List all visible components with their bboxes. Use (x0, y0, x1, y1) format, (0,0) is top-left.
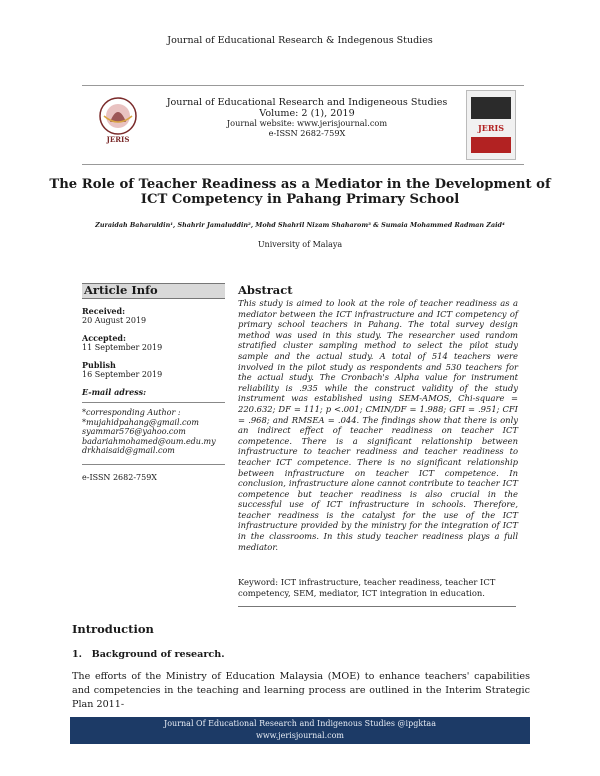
email-link[interactable]: *mujahidpahang@gmail.com (82, 417, 199, 427)
publish-date: 16 September 2019 (82, 370, 163, 379)
section-heading: 1. Background of research. (72, 649, 225, 660)
running-head: Journal of Educational Research & Indegenous Studies (167, 35, 433, 46)
article-info-panel (82, 283, 225, 482)
journal-volume: Volume: 2 (1), 2019 (259, 107, 355, 119)
email-link[interactable]: syammar576@yahoo.com (82, 427, 186, 436)
corresponding-author: *corresponding Author : (82, 408, 181, 417)
journal-cover-image (466, 90, 516, 160)
journal-name: Journal of Educational Research and Indigeneous Studies (166, 97, 448, 108)
publish-label: Publish (82, 359, 116, 370)
journal-logo-label: JERIS (106, 135, 130, 144)
introduction-heading: Introduction (72, 622, 154, 636)
abstract-text: This study is aimed to look at the role of teacher readiness as a mediator between the ICT infrastructure and ICT competency of primary school teachers in Pahang. The total survey design method was used in this study. The researcher used random stratified cluster sampling method to select the pilot study sample and the actual study. A total of 514 teachers were involved in the pilot study as respondents and 530 teachers for the actual study. The Cronbach's Alpha value for instrument reliability is .935 while the construct validity of the study instrument was established using SEM-AMOS, Chi-square = 220.632; DF = 111; p <.001; CMIN/DF = 1.988; GFI = .951; CFI = .968; and RMSEA = .044. The findings show that there is only an indirect effect of teacher readiness on teacher ICT competence. There is a significant relationship between infrastructure to teacher readiness and teacher readiness to teacher ICT competence. There is no significant relationship between infrastructure on teacher ICT competence. In conclusion, infrastructure alone cannot contribute to teacher ICT competence but teacher readiness is also crucial in the successful use of ICT infrastructure in schools. Therefore, teacher readiness is the catalyst for the use of the ICT infrastructure provided by the ministry for the integration of ICT in the classrooms. In this study teacher readiness plays a full mediator. (238, 298, 518, 552)
email-link[interactable]: badariahmohamed@oum.edu.my (82, 436, 216, 446)
affiliation: University of Malaya (257, 240, 343, 249)
footer-website-link[interactable]: www.jerisjournal.com (255, 731, 345, 740)
journal-logo (90, 92, 146, 152)
divider (82, 464, 225, 465)
authors: Zuraidah Baharuldin¹, Shahrir Jamaluddin², Mohd Shahril Nizam Shaharom³ & Sumaia Mohammed Radman Zaid⁴ (95, 221, 505, 229)
received-label: Received: (82, 305, 126, 316)
page-footer (70, 717, 530, 744)
received-date: 20 August 2019 (82, 316, 147, 325)
abstract-section (238, 283, 518, 552)
article-issn: e-ISSN 2682-759X (82, 472, 157, 482)
journal-website: Journal website: www.jerisjournal.com (226, 118, 388, 128)
journal-header-box (82, 85, 524, 165)
footer-journal: Journal Of Educational Research and Indigenous Studies @ipgktaa (164, 719, 436, 728)
intro-paragraph: The efforts of the Ministry of Education Malaysia (MOE) to enhance teachers' capabilities and competencies in the teaching and learning process are outlined in the Interim Strategic Plan 2011- (72, 671, 530, 710)
journal-info (152, 98, 462, 138)
accepted-date: 11 September 2019 (82, 343, 163, 352)
article-info-heading: Article Info (82, 283, 225, 299)
divider (82, 402, 225, 403)
journal-issn: e-ISSN 2682-759X (268, 127, 346, 138)
email-label: E-mail adress: (82, 386, 147, 397)
journal-cover-label: JERIS (477, 123, 505, 133)
email-link[interactable]: drkhaisaid@gmail.com (82, 446, 175, 455)
abstract-heading: Abstract (238, 283, 293, 297)
paper-title: The Role of Teacher Readiness as a Mediator in the Development of ICT Competency in Pahang Primary School (49, 177, 551, 207)
divider (238, 606, 516, 607)
keywords: Keyword: ICT infrastructure, teacher readiness, teacher ICT competency, SEM, mediator, ICT integration in education. (238, 577, 496, 598)
accepted-label: Accepted: (82, 332, 126, 343)
